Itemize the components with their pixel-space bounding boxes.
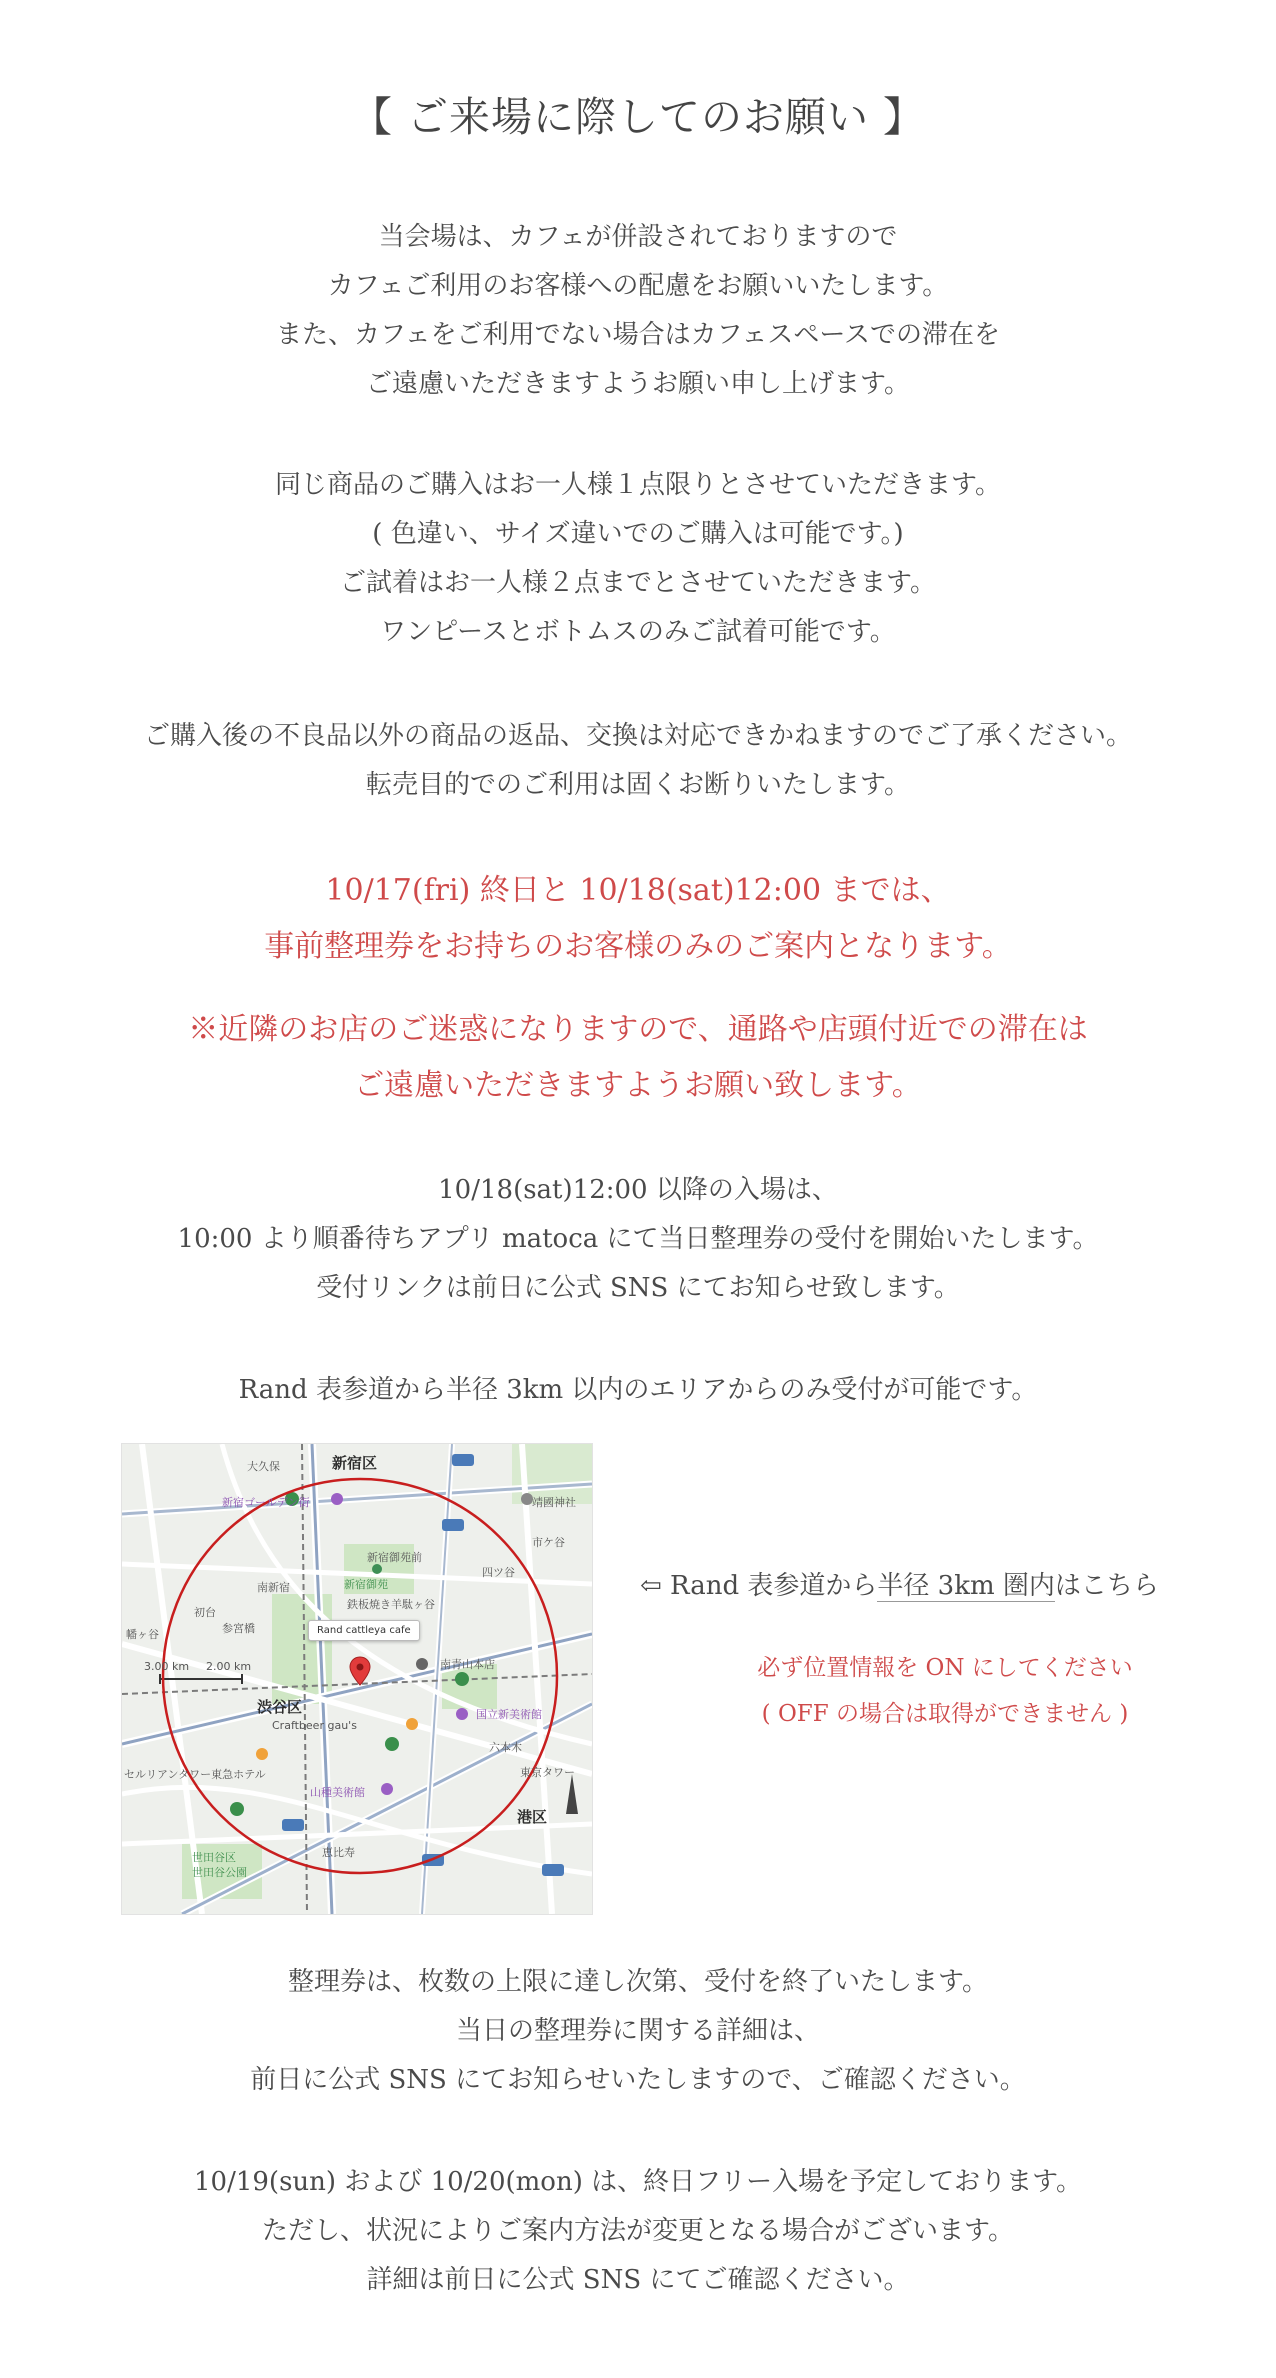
map-scale-3km: 3.00 km xyxy=(144,1660,190,1673)
area-map[interactable] xyxy=(121,1443,593,1915)
text-line: 整理券は、枚数の上限に達し次第、受付を終了いたします。 xyxy=(288,1967,988,1997)
map-label-cerulean: セルリアンタワー東急ホテル xyxy=(124,1768,266,1781)
purchase-rules xyxy=(0,461,1276,657)
text-line: 受付リンクは前日に公式 SNS にてお知らせ致します。 xyxy=(316,1273,960,1303)
text-line: 詳細は前日に公式 SNS にてご確認ください。 xyxy=(366,2265,910,2295)
text-line: ご試着はお一人様２点までとさせていただきます。 xyxy=(340,568,936,598)
map-label-sendagaya: 鉄板焼き羊駄ヶ谷 xyxy=(347,1598,435,1611)
map-label-roppongi: 六本木 xyxy=(489,1741,522,1754)
text-line: カフェご利用のお客様への配慮をお願いいたします。 xyxy=(327,271,949,301)
map-label-yotsuya: 四ツ谷 xyxy=(482,1566,515,1579)
map-label-shinjuku: 新宿区 xyxy=(332,1454,378,1472)
map-label-sangubashi: 参宮橋 xyxy=(222,1622,255,1635)
text-line: 10/18(sat)12:00 以降の入場は、 xyxy=(438,1175,838,1205)
map-label-shinjuku-gyoen: 新宿御苑前 xyxy=(367,1551,422,1564)
map-label-tokyo-tower: 東京タワー xyxy=(520,1766,575,1779)
map-label-ebisu: 恵比寿 xyxy=(322,1846,355,1859)
page-title: 【 ご来場に際してのお願い 】 xyxy=(350,93,926,141)
map-label-minami-aoyama: 南青山本店 xyxy=(440,1658,495,1671)
location-note xyxy=(700,1645,1190,1737)
map-label-setagaya: 世田谷区 xyxy=(192,1851,236,1864)
text-line: ご遠慮いただきますようお願い致します。 xyxy=(354,1068,922,1103)
text-line: ( OFF の場合は取得ができません ) xyxy=(761,1701,1129,1727)
text-line: Rand 表参道から半径 3km 以内のエリアからのみ受付が可能です。 xyxy=(238,1375,1038,1405)
radius-link[interactable] xyxy=(640,1565,1159,1602)
left-arrow-icon: ⇦ xyxy=(640,1571,662,1601)
radius-link-prefix: Rand 表参道から xyxy=(661,1571,878,1601)
text-line: また、カフェをご利用でない場合はカフェスペースでの滞在を xyxy=(275,320,1001,350)
map-label-hatsudai: 初台 xyxy=(194,1606,216,1619)
radius-link-underlined[interactable]: 半径 3km 圏内 xyxy=(877,1571,1055,1601)
text-line: 当日の整理券に関する詳細は、 xyxy=(455,2016,820,2046)
ticket-limit-info xyxy=(0,1958,1276,2105)
text-line: ご購入後の不良品以外の商品の返品、交換は対応できかねますのでご了承ください。 xyxy=(143,721,1132,751)
text-line: ※近隣のお店のご迷惑になりますので、通路や店頭付近での滞在は xyxy=(188,1012,1088,1047)
map-label-minami-shinjuku: 南新宿 xyxy=(257,1581,290,1594)
ticket-notice xyxy=(0,863,1276,975)
entry-info xyxy=(0,1166,1276,1313)
map-label-kokuritsu: 国立新美術館 xyxy=(476,1708,542,1721)
text-line: ワンピースとボトムスのみご試着可能です。 xyxy=(380,617,896,647)
free-entry-info xyxy=(0,2158,1276,2305)
text-line: 10/19(sun) および 10/20(mon) は、終日フリー入場を予定しております。 xyxy=(194,2167,1082,2197)
text-line: ただし、状況によりご案内方法が変更となる場合がございます。 xyxy=(262,2216,1014,2246)
map-scale-2km: 2.00 km xyxy=(206,1660,252,1673)
text-line: 必ず位置情報を ON にしてください xyxy=(757,1655,1133,1681)
neighbor-notice xyxy=(0,1002,1276,1114)
return-policy xyxy=(0,712,1276,810)
text-line: ご遠慮いただきますようお願い申し上げます。 xyxy=(366,369,910,399)
radius-link-suffix: はこちら xyxy=(1054,1571,1159,1601)
map-label-hatagaya: 幡ヶ谷 xyxy=(126,1628,159,1641)
text-line: 転売目的でのご利用は固くお断りいたします。 xyxy=(366,770,910,800)
text-line: 10:00 より順番待ちアプリ matoca にて当日整理券の受付を開始いたします。 xyxy=(177,1224,1099,1254)
text-line: 前日に公式 SNS にてお知らせいたしますので、ご確認ください。 xyxy=(250,2065,1026,2095)
map-label-shibuya: 渋谷区 xyxy=(257,1698,303,1716)
map-label-setagaya-park: 世田谷公園 xyxy=(192,1866,247,1879)
map-label-ichigaya: 市ケ谷 xyxy=(532,1536,565,1549)
cafe-notice xyxy=(0,213,1276,409)
text-line: 10/17(fri) 終日と 10/18(sat)12:00 までは、 xyxy=(325,873,951,908)
map-label-gyoen-park: 新宿御苑 xyxy=(344,1578,388,1591)
map-label-okubo: 大久保 xyxy=(247,1460,280,1473)
area-restriction xyxy=(0,1366,1276,1415)
text-line: 事前整理券をお持ちのお客様のみのご案内となります。 xyxy=(264,929,1012,964)
map-label-yamatane: 山種美術館 xyxy=(310,1786,365,1799)
text-line: 同じ商品のご購入はお一人様１点限りとさせていただきます。 xyxy=(275,470,1001,500)
map-label-minato: 港区 xyxy=(517,1808,548,1826)
text-line: ( 色違い、サイズ違いでのご購入は可能です。) xyxy=(372,519,904,549)
map-pin-icon xyxy=(349,1656,371,1686)
map-label-craftbeer: Craftbeer gau's xyxy=(272,1719,357,1732)
text-line: 当会場は、カフェが併設されておりますので xyxy=(378,222,898,252)
map-label-yasukuni: 靖國神社 xyxy=(532,1496,576,1509)
map-callout: Rand cattleya cafe xyxy=(308,1620,420,1641)
map-label-golden-gai: 新宿ゴールデン街 xyxy=(222,1496,310,1509)
